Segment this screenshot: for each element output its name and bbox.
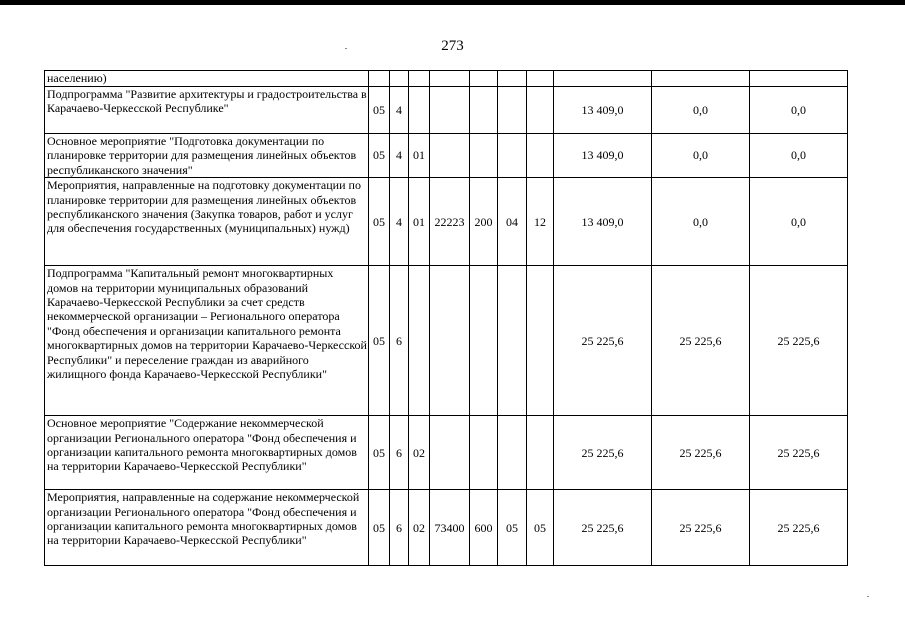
row-c3-cell: 02	[409, 416, 430, 490]
row-v3-cell: 0,0	[750, 87, 848, 134]
row-v1-cell: 25 225,6	[554, 490, 652, 566]
row-c1-cell: 05	[369, 416, 390, 490]
row-v3-cell: 25 225,6	[750, 266, 848, 416]
row-c7-cell	[527, 134, 554, 178]
row-c3-cell	[409, 266, 430, 416]
row-v3-cell: 0,0	[750, 178, 848, 266]
row-v2-cell: 0,0	[652, 87, 750, 134]
row-c5-cell	[470, 71, 498, 87]
row-v2-cell	[652, 71, 750, 87]
row-c6-cell	[498, 87, 527, 134]
row-v2-cell: 25 225,6	[652, 416, 750, 490]
row-c4-cell: 73400	[430, 490, 470, 566]
row-c6-cell: 04	[498, 178, 527, 266]
table-row	[45, 266, 848, 416]
table-row	[45, 134, 848, 178]
row-name-cell: Основное мероприятие "Подготовка документации по планировке территории для размещения линейных объектов республиканского значения"	[45, 134, 369, 178]
row-c3-cell	[409, 71, 430, 87]
row-c5-cell	[470, 134, 498, 178]
row-c6-cell	[498, 134, 527, 178]
row-c1-cell: 05	[369, 490, 390, 566]
row-v2-cell: 25 225,6	[652, 490, 750, 566]
row-c6-cell	[498, 266, 527, 416]
row-name-cell: Мероприятия, направленные на подготовку документации по планировке территории для размещения линейных объектов республиканского значения (Закупка товаров, работ и услуг для обеспечения государственных (муниципальных) нужд)	[45, 178, 369, 266]
table-row	[45, 87, 848, 134]
table-row	[45, 178, 848, 266]
row-c1-cell: 05	[369, 134, 390, 178]
row-v2-cell: 0,0	[652, 178, 750, 266]
row-c2-cell: 4	[390, 134, 409, 178]
row-c4-cell	[430, 134, 470, 178]
table-row	[45, 416, 848, 490]
row-c2-cell: 6	[390, 416, 409, 490]
scan-speck	[867, 596, 869, 597]
row-c1-cell	[369, 71, 390, 87]
row-c3-cell: 02	[409, 490, 430, 566]
row-v1-cell: 13 409,0	[554, 134, 652, 178]
row-c7-cell	[527, 416, 554, 490]
row-v1-cell	[554, 71, 652, 87]
row-c1-cell: 05	[369, 266, 390, 416]
row-v3-cell: 0,0	[750, 134, 848, 178]
row-v1-cell: 13 409,0	[554, 178, 652, 266]
row-c5-cell	[470, 87, 498, 134]
row-c2-cell: 4	[390, 178, 409, 266]
row-v3-cell: 25 225,6	[750, 416, 848, 490]
row-name-cell: Подпрограмма "Развитие архитектуры и градостроительства в Карачаево-Черкесской Республике"	[45, 87, 369, 134]
row-c1-cell: 05	[369, 178, 390, 266]
row-c4-cell	[430, 87, 470, 134]
row-c2-cell: 6	[390, 490, 409, 566]
row-v1-cell: 13 409,0	[554, 87, 652, 134]
row-name-cell: Основное мероприятие "Содержание некоммерческой организации Регионального оператора "Фонд обеспечения и организации капитального ремонта многоквартирных домов на территории Карачаево-Черкесской Республики"	[45, 416, 369, 490]
row-c3-cell: 01	[409, 178, 430, 266]
page-number: 273	[441, 38, 464, 54]
row-c4-cell	[430, 71, 470, 87]
row-c6-cell	[498, 71, 527, 87]
row-c4-cell	[430, 416, 470, 490]
row-name-cell: Подпрограмма "Капитальный ремонт многоквартирных домов на территории муниципальных образований Карачаево-Черкесской Республики за счет средств некоммерческой организации – Регионального оператора "Фонд обеспечения и организации капитального ремонта многоквартирных домов на территории Карачаево-Черкесской Республики" и переселение граждан из аварийного жилищного фонда Карачаево-Черкесской Республики"	[45, 266, 369, 416]
row-v1-cell: 25 225,6	[554, 416, 652, 490]
row-c7-cell	[527, 87, 554, 134]
row-c7-cell: 12	[527, 178, 554, 266]
row-c3-cell: 01	[409, 134, 430, 178]
row-c5-cell: 200	[470, 178, 498, 266]
row-v2-cell: 0,0	[652, 134, 750, 178]
row-v1-cell: 25 225,6	[554, 266, 652, 416]
table-row	[45, 71, 848, 87]
row-c1-cell: 05	[369, 87, 390, 134]
row-c4-cell	[430, 266, 470, 416]
row-c7-cell	[527, 266, 554, 416]
row-c7-cell	[527, 71, 554, 87]
table-row	[45, 490, 848, 566]
row-v3-cell: 25 225,6	[750, 490, 848, 566]
scan-speck	[345, 48, 347, 49]
row-v2-cell: 25 225,6	[652, 266, 750, 416]
row-c2-cell: 6	[390, 266, 409, 416]
budget-table	[44, 70, 848, 566]
row-c4-cell: 22223	[430, 178, 470, 266]
row-c3-cell	[409, 87, 430, 134]
row-c5-cell: 600	[470, 490, 498, 566]
row-c5-cell	[470, 416, 498, 490]
row-c5-cell	[470, 266, 498, 416]
row-c7-cell: 05	[527, 490, 554, 566]
row-name-cell: населению)	[45, 71, 369, 87]
row-c6-cell: 05	[498, 490, 527, 566]
row-c2-cell	[390, 71, 409, 87]
row-name-cell: Мероприятия, направленные на содержание некоммерческой организации Регионального оператора "Фонд обеспечения и организации капитального ремонта многоквартирных домов на территории Карачаево-Черкесской Республики"	[45, 490, 369, 566]
row-c6-cell	[498, 416, 527, 490]
scan-top-border	[0, 0, 905, 5]
row-c2-cell: 4	[390, 87, 409, 134]
row-v3-cell	[750, 71, 848, 87]
